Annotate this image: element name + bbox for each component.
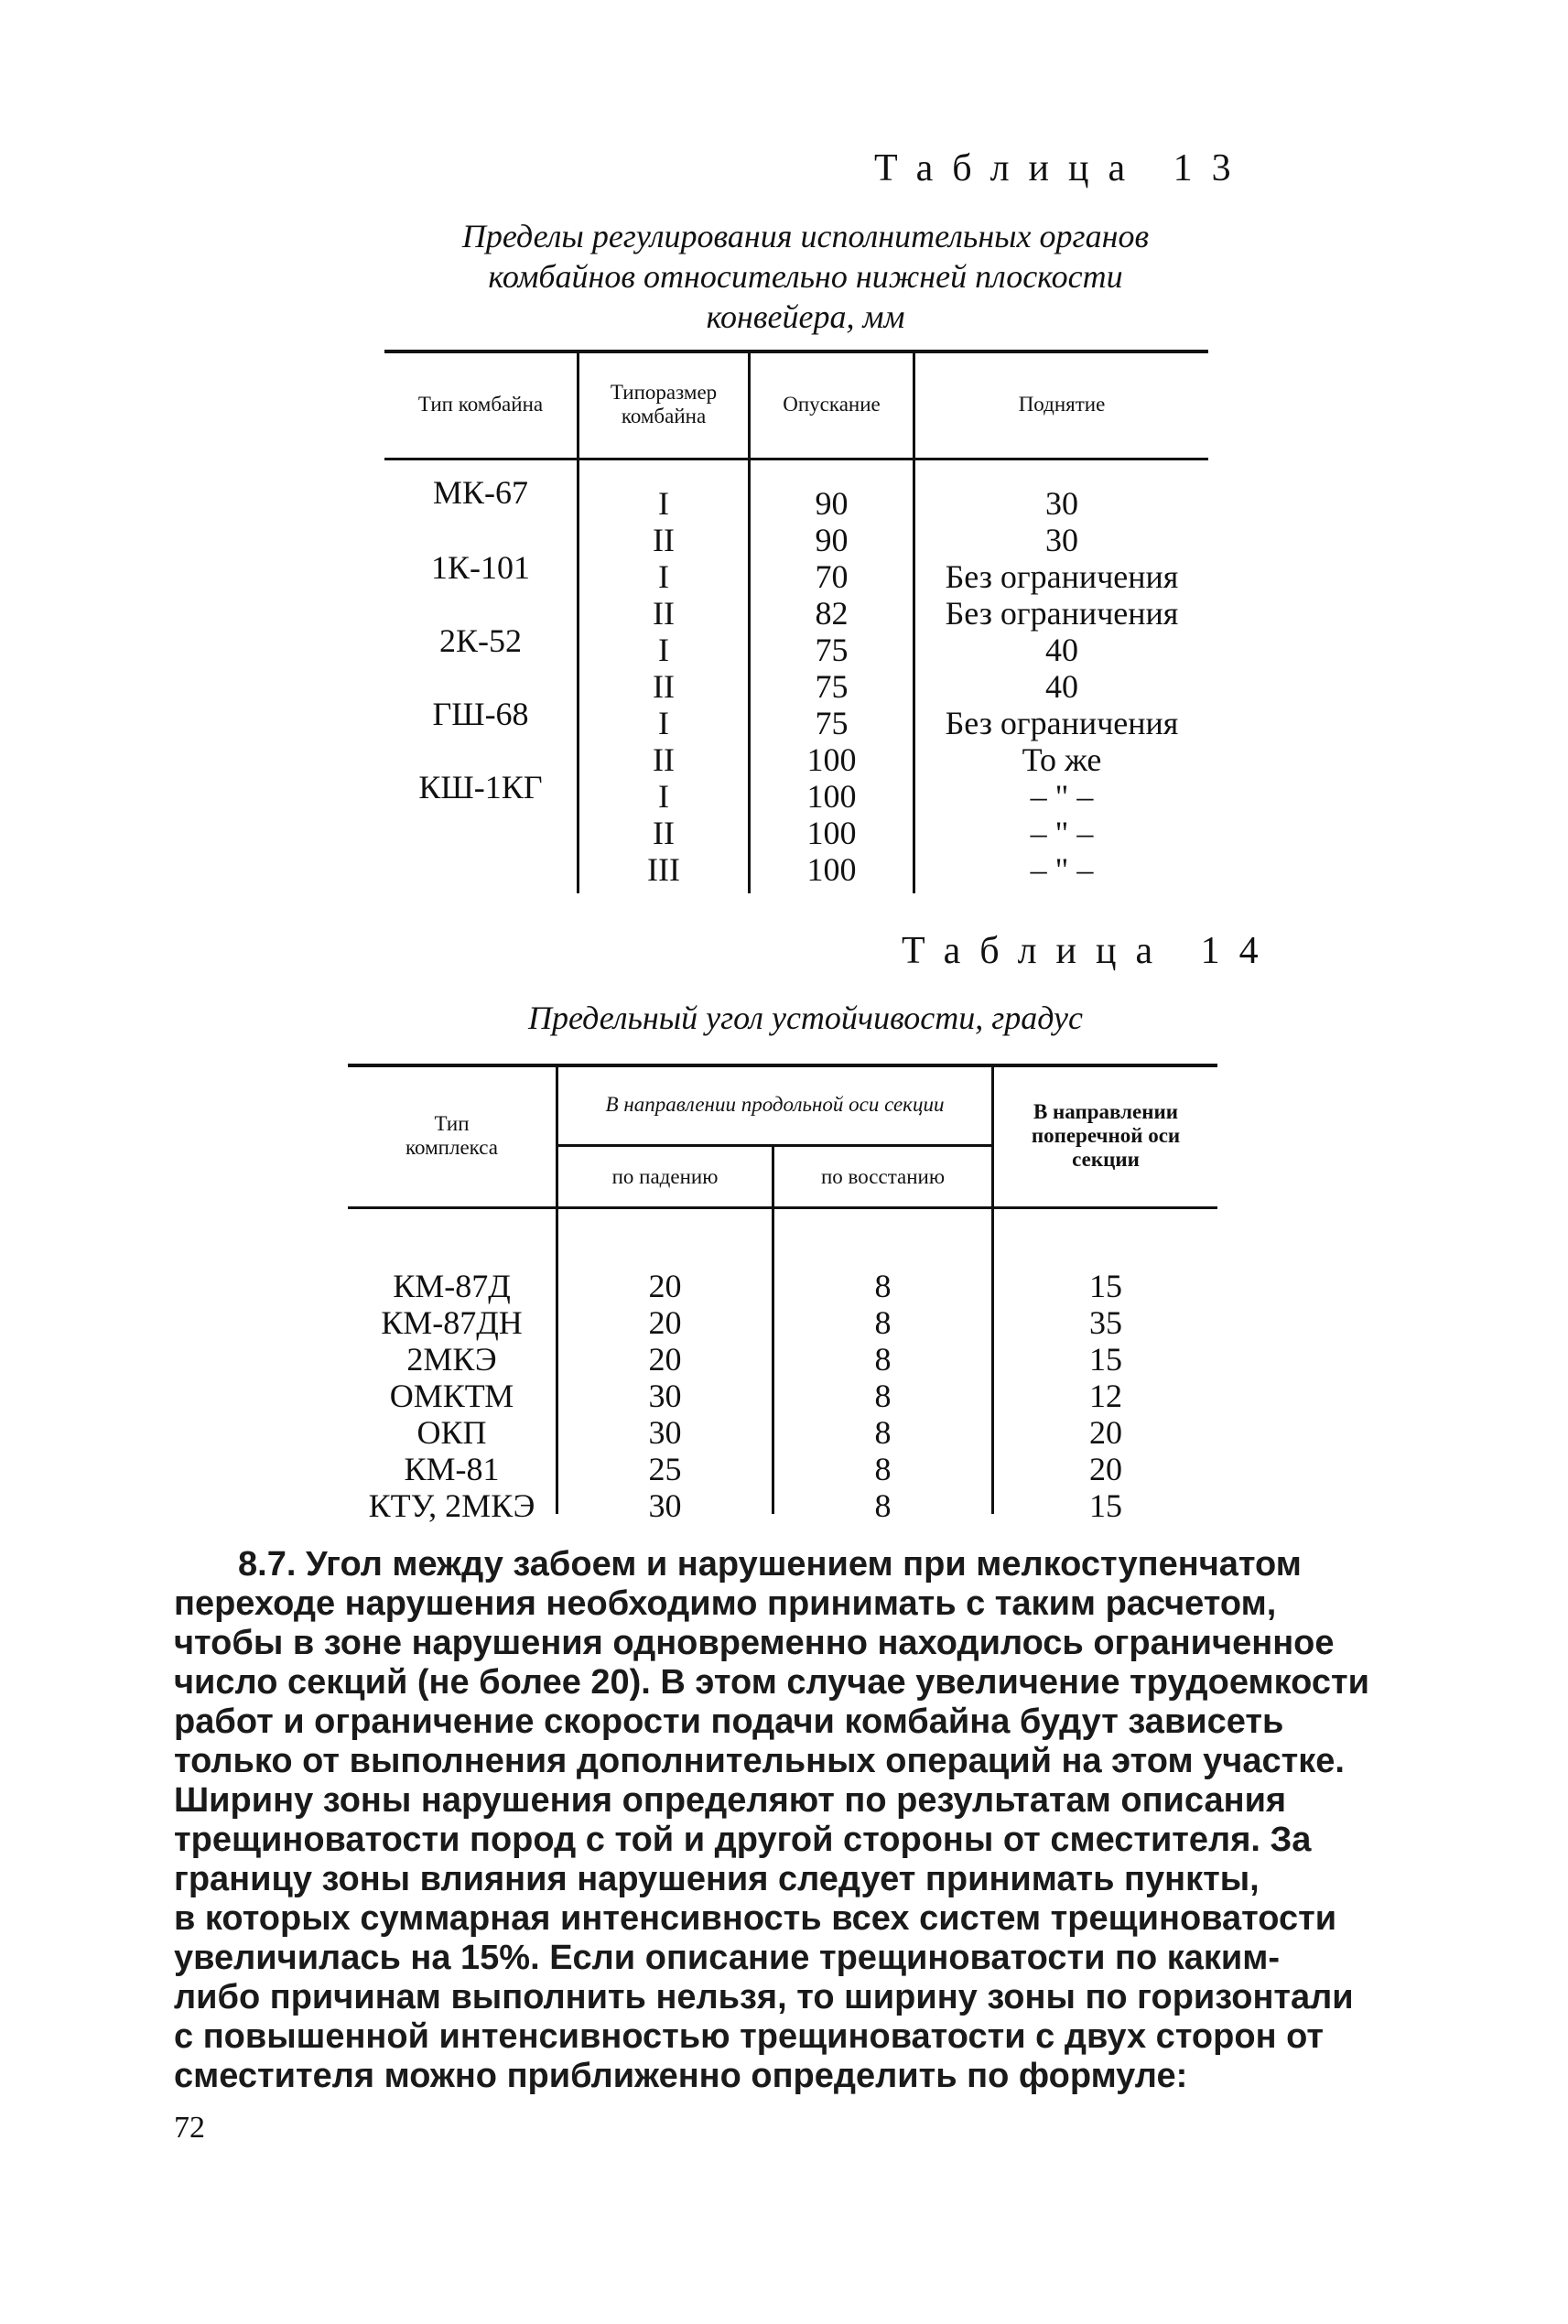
- table14-header-type: Тип комплекса: [406, 1112, 498, 1159]
- table13-label: Таблица 13: [874, 147, 1250, 189]
- table13-raising: Без ограничения: [945, 595, 1179, 632]
- table13-lowering: 100: [806, 815, 857, 851]
- table13-header-lowering: Опускание: [783, 393, 881, 416]
- table13-size: I: [658, 632, 669, 668]
- table14-type: ОКП: [416, 1414, 487, 1451]
- table13-header-type: Тип комбайна: [417, 393, 544, 416]
- table14-type: КМ-87ДН: [381, 1304, 523, 1341]
- table14-trans: 35: [1089, 1304, 1122, 1341]
- table13-size: I: [658, 778, 669, 815]
- paragraph-line: только от выполнения дополнительных операций на этом участке.: [174, 1742, 1345, 1780]
- table13-lowering: 100: [806, 778, 857, 815]
- table13-lowering: 100: [806, 851, 857, 888]
- table13-size: II: [653, 815, 675, 851]
- table13-lowering: 75: [815, 632, 849, 668]
- table14-type: 2МКЭ: [406, 1341, 497, 1378]
- table14-caption: Предельный угол устойчивости, градус: [528, 1000, 1083, 1036]
- table14-down: 20: [648, 1341, 682, 1378]
- table13-size: III: [647, 851, 680, 888]
- table14-type: КТУ, 2МКЭ: [368, 1487, 535, 1524]
- table14-down: 30: [648, 1378, 682, 1414]
- table14-trans: 15: [1089, 1268, 1122, 1304]
- table13-raising: 30: [1045, 522, 1078, 558]
- table14-up: 8: [874, 1487, 892, 1524]
- table13-type: 2К-52: [439, 622, 522, 659]
- table14-trans: 12: [1089, 1378, 1122, 1414]
- table13-type: МК-67: [432, 474, 528, 511]
- table14-type: КМ-81: [404, 1451, 500, 1487]
- paragraph-line: переходе нарушения необходимо принимать с таким расчетом,: [174, 1584, 1277, 1623]
- table13-raising: 40: [1045, 668, 1078, 705]
- page-number: 72: [174, 2111, 205, 2145]
- paragraph-line: чтобы в зоне нарушения одновременно находилось ограниченное: [174, 1624, 1335, 1662]
- table14-down: 20: [648, 1268, 682, 1304]
- table13-size: II: [653, 522, 675, 558]
- table14-header-longitudinal: В направлении продольной оси секции: [605, 1093, 945, 1116]
- table14-up: 8: [874, 1341, 892, 1378]
- table14-trans: 15: [1089, 1487, 1122, 1524]
- table13-header-raising: Поднятие: [1018, 393, 1106, 416]
- paragraph-line: 8.7. Угол между забоем и нарушением при мелкоступенчатом: [238, 1545, 1302, 1584]
- table13-caption: [348, 216, 1263, 337]
- table14-type: ОМКТМ: [389, 1378, 514, 1414]
- table13-raising: Без ограничения: [945, 558, 1179, 595]
- table13-raising: Без ограничения: [945, 705, 1179, 741]
- table14-trans: 20: [1089, 1414, 1122, 1451]
- table14-trans: 20: [1089, 1451, 1122, 1487]
- table14-header-rule: [348, 1206, 1217, 1209]
- paragraph-line: в которых суммарная интенсивность всех систем трещиноватости: [174, 1899, 1337, 1938]
- table13-header-size: Типоразмер комбайна: [610, 381, 718, 427]
- table14-trans: 15: [1089, 1341, 1122, 1378]
- table13-raising: 40: [1045, 632, 1078, 668]
- table14-header-up: по восстанию: [820, 1164, 946, 1188]
- table14-down: 30: [648, 1414, 682, 1451]
- table13-caption-line: Пределы регулирования исполнительных органов: [461, 218, 1150, 254]
- table13-lowering: 82: [815, 595, 849, 632]
- paragraph-line: трещиноватости пород с той и другой стороны от сместителя. За: [174, 1821, 1312, 1859]
- table14-down: 25: [648, 1451, 682, 1487]
- table13-raising: – " –: [1030, 778, 1094, 815]
- table13-lowering: 90: [815, 522, 849, 558]
- paragraph-line: работ и ограничение скорости подачи комбайна будут зависеть: [174, 1702, 1284, 1741]
- table14-down: 30: [648, 1487, 682, 1524]
- table14-up: 8: [874, 1378, 892, 1414]
- table14-up: 8: [874, 1304, 892, 1341]
- paragraph-line: границу зоны влияния нарушения следует принимать пункты,: [174, 1860, 1260, 1898]
- table14-up: 8: [874, 1451, 892, 1487]
- table13-raising: То же: [1022, 741, 1102, 778]
- table13-size: I: [658, 705, 669, 741]
- table13-caption-line: конвейера, мм: [706, 298, 905, 335]
- table13-caption-line: комбайнов относительно нижней плоскости: [488, 258, 1123, 295]
- table13-size: II: [653, 668, 675, 705]
- table13-lowering: 75: [815, 668, 849, 705]
- table14-header-transverse: В направлении поперечной оси секции: [1031, 1100, 1181, 1171]
- table13-type: КШ-1КГ: [418, 769, 543, 805]
- table13-raising: 30: [1045, 485, 1078, 522]
- table13-size: I: [658, 485, 669, 522]
- table13-lowering: 90: [815, 485, 849, 522]
- table13-size: I: [658, 558, 669, 595]
- table14-down: 20: [648, 1304, 682, 1341]
- paragraph-line: либо причинам выполнить нельзя, то ширину зоны по горизонтали: [174, 1978, 1354, 2016]
- table13-type: ГШ-68: [432, 696, 529, 732]
- table14-up: 8: [874, 1414, 892, 1451]
- table13-raising: – " –: [1030, 851, 1094, 888]
- table14-header-down: по падению: [611, 1164, 719, 1188]
- table13-header-rule: [384, 458, 1208, 460]
- paragraph-line: число секций (не более 20). В этом случае увеличение трудоемкости: [174, 1663, 1369, 1702]
- table14-label: Таблица 14: [902, 930, 1278, 972]
- table13-lowering: 70: [815, 558, 849, 595]
- paragraph-line: Ширину зоны нарушения определяют по результатам описания: [174, 1781, 1287, 1820]
- table13-lowering: 75: [815, 705, 849, 741]
- table13-size: II: [653, 741, 675, 778]
- table14-up: 8: [874, 1268, 892, 1304]
- paragraph-line: с повышенной интенсивностью трещиноватости с двух сторон от: [174, 2017, 1324, 2056]
- table13-lowering: 100: [806, 741, 857, 778]
- body-paragraph: [174, 1545, 1391, 2096]
- table14-type: КМ-87Д: [393, 1268, 511, 1304]
- table13-size: II: [653, 595, 675, 632]
- paragraph-line: увеличилась на 15%. Если описание трещиноватости по каким-: [174, 1939, 1281, 1977]
- table13-raising: – " –: [1030, 815, 1094, 851]
- table13-type: 1К-101: [431, 549, 530, 586]
- paragraph-line: сместителя можно приближенно определить по формуле:: [174, 2057, 1188, 2095]
